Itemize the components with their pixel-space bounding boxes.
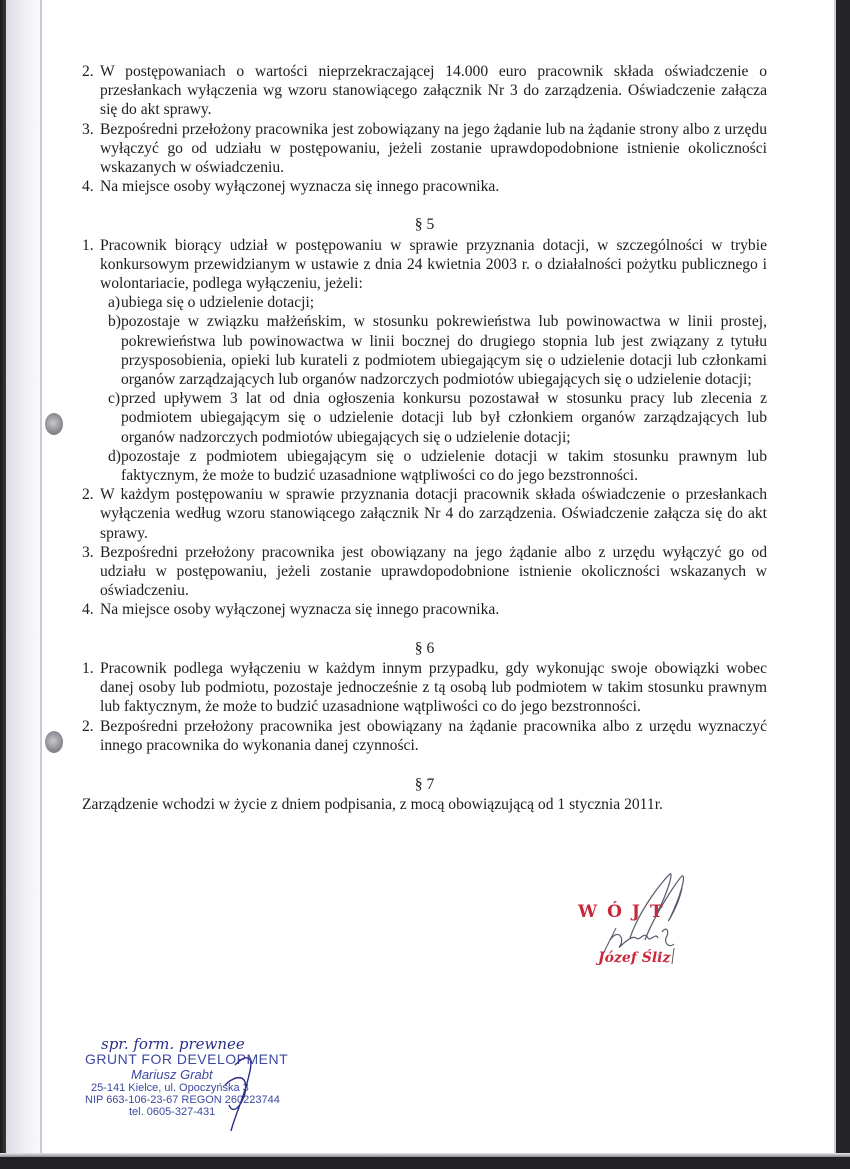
stamp-name: Józef Śliz xyxy=(598,950,671,966)
section-heading-7: § 7 xyxy=(414,775,435,793)
company-ids: NIP 663-106-23-67 REGON 260223744 xyxy=(85,1094,280,1106)
item-number: 1. xyxy=(82,659,94,677)
company-signature xyxy=(205,1045,265,1135)
item-text: Pracownik podlega wyłączeniu w każdym innym przypadku, gdy wykonując swoje obowiązki wobec danej osoby lub podmiotu, pozostaje jednocześnie z tą osobą lub podmiotem w takim stosunku prawnym lub faktycznym, że może to budzić uzasadnione wątpliwości co do jego bezstronności. xyxy=(100,659,767,716)
item-text: Na miejsce osoby wyłączonej wyznacza się innego pracownika. xyxy=(100,178,500,196)
scan-edge-bottom xyxy=(0,1157,850,1169)
company-address: 25-141 Kielce, ul. Opoczyńska 3 xyxy=(91,1082,249,1094)
sub-item xyxy=(108,293,767,312)
list-item xyxy=(82,543,767,601)
punch-hole-icon xyxy=(45,413,63,435)
list-item xyxy=(82,485,767,543)
list-item xyxy=(82,177,767,196)
item-number: 2. xyxy=(82,63,94,80)
item-number: 4. xyxy=(82,178,94,196)
list-item xyxy=(82,120,767,178)
sub-list xyxy=(100,293,767,485)
item-text: Bezpośredni przełożony pracownika jest obowiązany na jego żądanie albo z urzędu wyłączyć go od udziału w postępowaniu, jeżeli zostanie uprawdopodobnione istnienie okoliczności wskazanych w oświadczeniu. xyxy=(100,543,767,600)
list-item xyxy=(82,600,767,619)
item-number: 1. xyxy=(82,236,94,254)
list-item xyxy=(82,236,767,294)
item-text: Na miejsce osoby wyłączonej wyznacza się innego pracownika. xyxy=(100,601,500,619)
sub-item-text: pozostaje w związku małżeńskim, w stosunku pokrewieństwa lub powinowactwa w linii prostej, pokrewieństwa lub powinowactwa w linii bocznej do drugiego stopnia lub jest związany z tytułu przysposobienia, opieki lub kurateli z podmiotem ubiegającym się o udzielenie dotacji lub członkami organów zarządzających lub organów nadzorczych podmiotów ubiegających się o udzielenie dotacji; xyxy=(121,313,767,389)
item-number: 3. xyxy=(82,543,94,561)
sub-item xyxy=(108,312,767,389)
sub-item xyxy=(108,389,767,447)
paper-fold-shadow xyxy=(6,0,40,1169)
sub-item-letter: a) xyxy=(108,294,121,312)
continued-paragraph-list xyxy=(82,62,767,196)
item-text: Bezpośredni przełożony pracownika jest zobowiązany na jego żądanie lub na żądanie strony albo z urzędu wyłączyć go od udziału w postępowaniu, jeżeli zostanie uprawdopodobnione istnienie okoliczności wskazanych w oświadczeniu. xyxy=(100,120,767,177)
sub-item-letter: d) xyxy=(108,447,121,465)
company-person: Mariusz Grabt xyxy=(131,1067,213,1082)
handwritten-note: spr. form. prewnee xyxy=(101,1035,245,1053)
scan-edge-right xyxy=(836,0,850,1169)
item-number: 2. xyxy=(82,486,94,504)
sub-item xyxy=(108,447,767,485)
item-text: W każdym postępowaniu w sprawie przyznania dotacji pracownik składa oświadczenie o przesłankach wyłączenia według wzoru stanowiącego załącznik Nr 4 do zarządzenia. Oświadczenie załącza się do akt sprawy. xyxy=(100,486,767,542)
section-heading-5: § 5 xyxy=(414,216,435,234)
item-number: 4. xyxy=(82,601,94,619)
list-item xyxy=(82,717,767,755)
sub-item-text: przed upływem 3 lat od dnia ogłoszenia konkursu pozostawał w stosunku pracy lub zlecenia z podmiotem ubiegającym się o udzielenie dotacji lub był członkiem organów zarządzających lub organów nadzorczych podmiotów ubiegających się o udzielenie dotacji; xyxy=(121,390,767,446)
sub-item-text: ubiega się o udzielenie dotacji; xyxy=(121,294,315,312)
item-text: Pracownik biorący udział w postępowaniu w sprawie przyznania dotacji, w szczególności w trybie konkursowym przewidzianym w ustawie z dnia 24 kwietnia 2003 r. o działalności pożytku publicznego i wolontariacie, podlega wyłączeniu, jeżeli: xyxy=(100,236,767,293)
punch-hole-icon xyxy=(45,731,63,753)
company-name: GRUNT FOR DEVELOPMENT xyxy=(85,1051,289,1067)
company-phone: tel. 0605-327-431 xyxy=(129,1106,216,1118)
official-signature-stamp xyxy=(570,868,720,978)
item-text: Bezpośredni przełożony pracownika jest obowiązany na żądanie pracownika albo z urzędu wyznaczyć innego pracownika do wykonania danej czynności. xyxy=(100,717,767,754)
sub-item-letter: b) xyxy=(108,313,121,331)
section-heading-6: § 6 xyxy=(414,639,435,657)
item-number: 2. xyxy=(82,717,94,735)
document-body xyxy=(82,62,767,814)
paper-fold-line xyxy=(40,0,42,1169)
list-item xyxy=(82,659,767,717)
section-5-list xyxy=(82,236,767,620)
section-6-list xyxy=(82,659,767,755)
stamp-title: WÓJT xyxy=(578,902,673,922)
sub-item-letter: c) xyxy=(108,390,121,408)
sub-item-text: pozostaje z podmiotem ubiegającym się o udzielenie dotacji w takim stosunku prawnym lub faktycznym, że może to budzić uzasadnione wątpliwości co do jego bezstronności. xyxy=(121,447,767,485)
company-stamp xyxy=(85,1035,305,1118)
section-7-text: Zarządzenie wchodzi w życie z dniem podpisania, z mocą obowiązującą od 1 stycznia 2011r. xyxy=(82,796,663,814)
list-item xyxy=(82,62,767,120)
item-text: W postępowaniach o wartości nieprzekraczającej 14.000 euro pracownik składa oświadczenie o przesłankach wyłączenia wg wzoru stanowiącego załącznik Nr 3 do zarządzenia. Oświadczenie załącza się do akt sprawy. xyxy=(100,63,767,119)
item-number: 3. xyxy=(82,120,94,138)
